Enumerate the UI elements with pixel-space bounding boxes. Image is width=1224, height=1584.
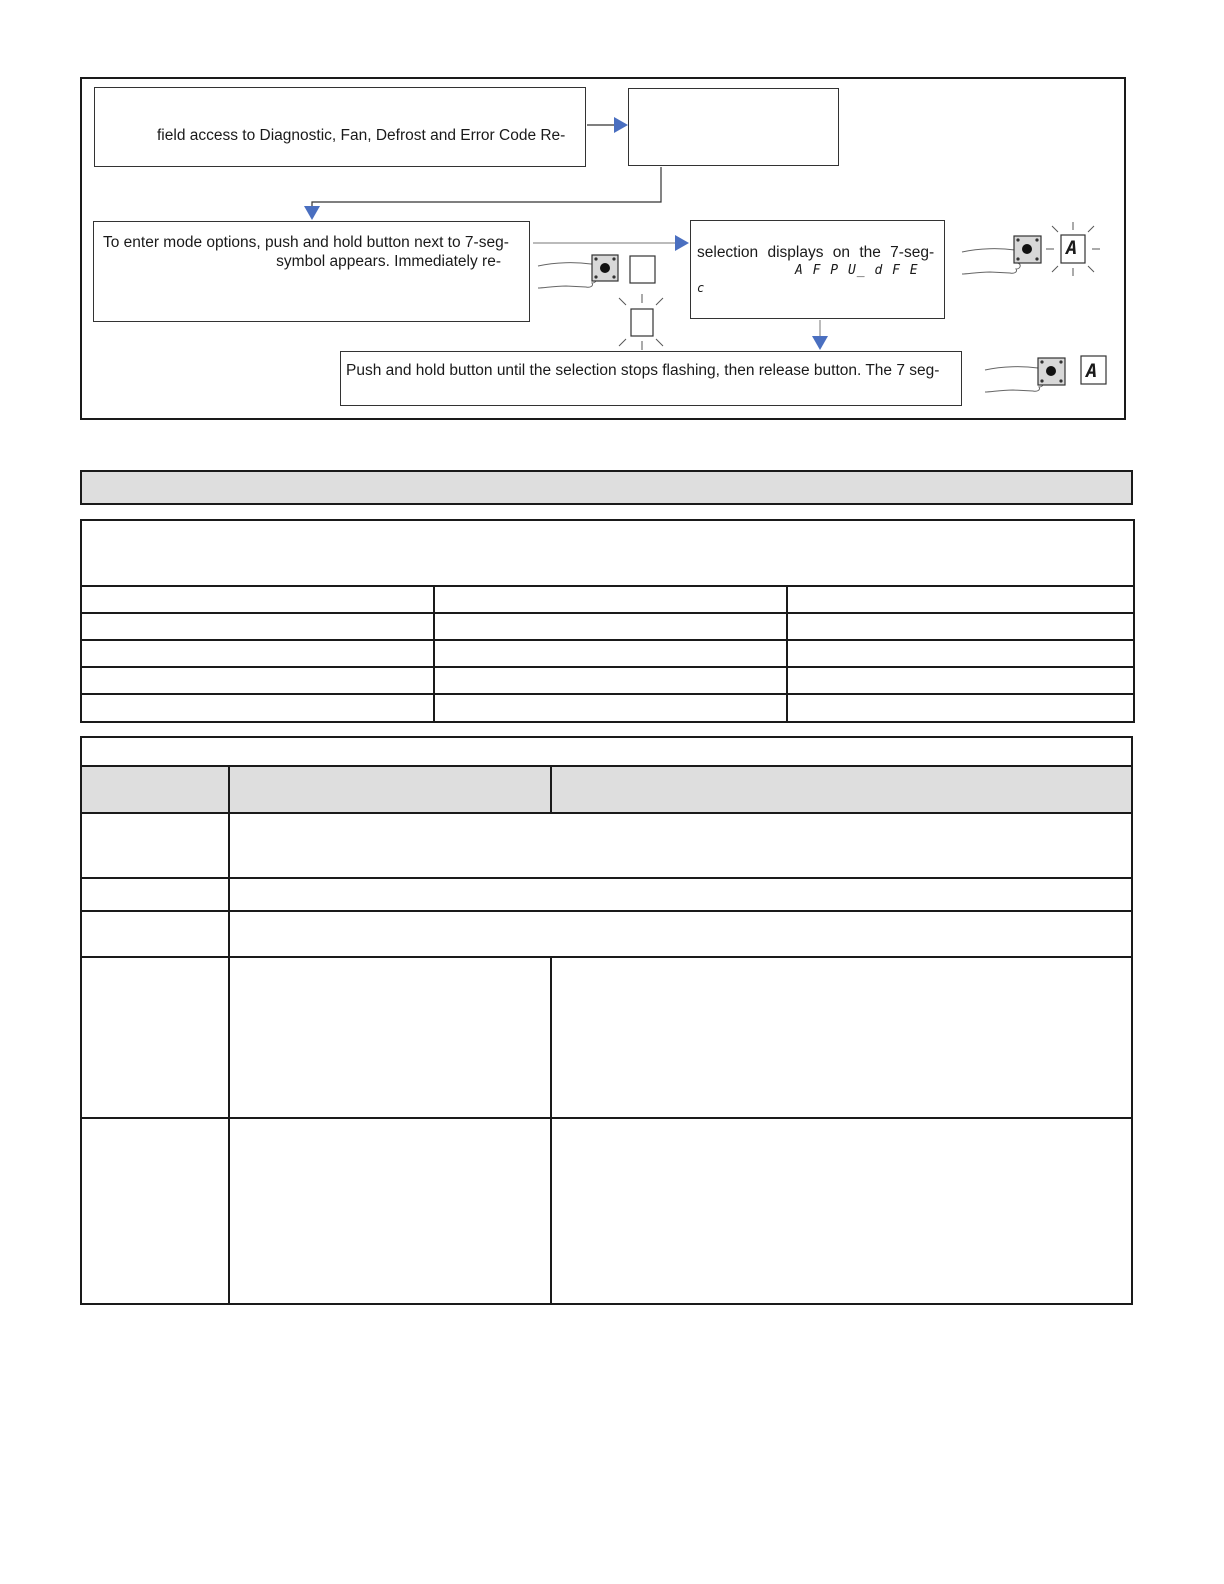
table-cell — [229, 813, 1132, 878]
settings-table-bottom-caption-cell — [81, 737, 1132, 766]
table-cell — [787, 694, 1134, 722]
arrowhead-4-5 — [812, 336, 828, 350]
seven-segment-glyph-flashing: A — [1066, 237, 1079, 259]
table-cell — [787, 667, 1134, 694]
table-cell — [81, 957, 229, 1118]
flow-box-selection-codes: A F P U_ d F E — [795, 263, 919, 278]
table-cell — [434, 694, 787, 722]
flashing-blank-display-icon — [616, 294, 666, 350]
table-cell — [229, 911, 1132, 957]
table-cell — [229, 1118, 551, 1304]
flow-box-enter-mode — [93, 221, 530, 322]
flow-box-confirm — [340, 351, 962, 406]
flow-box-intro — [94, 87, 586, 167]
hand-pressing-button-icon — [536, 250, 662, 290]
connector-2-3 — [312, 167, 661, 206]
column-header-cell — [81, 766, 229, 813]
arrowhead-1-2 — [614, 117, 628, 133]
table-cell — [434, 586, 787, 613]
table-cell — [81, 613, 434, 640]
flow-box-empty — [628, 88, 839, 166]
flow-box-selection — [690, 220, 945, 319]
table-cell — [787, 586, 1134, 613]
arrowhead-2-3 — [304, 206, 320, 220]
flow-box-confirm-text: Push and hold button until the selection stops flashing, then release button. The 7 seg- — [346, 362, 940, 379]
column-header-cell — [551, 766, 1132, 813]
section-header-bar — [80, 470, 1133, 505]
hand-pressing-button-flashing-a-icon — [960, 222, 1100, 278]
table-cell — [787, 640, 1134, 667]
flow-box-intro-text: field access to Diagnostic, Fan, Defrost and Error Code Re- — [157, 127, 566, 144]
flow-box-enter-mode-line1: To enter mode options, push and hold button next to 7-seg- — [103, 234, 509, 251]
table-cell — [81, 911, 229, 957]
settings-table-bottom — [80, 736, 1133, 1303]
table-cell — [551, 957, 1132, 1118]
table-cell — [229, 878, 1132, 911]
table-cell — [434, 613, 787, 640]
table-cell — [81, 1118, 229, 1304]
table-cell — [81, 586, 434, 613]
table-cell — [551, 1118, 1132, 1304]
table-cell — [434, 640, 787, 667]
flow-box-enter-mode-line2: symbol appears. Immediately re- — [276, 253, 501, 270]
table-cell — [81, 640, 434, 667]
table-cell — [81, 667, 434, 694]
table-cell — [81, 813, 229, 878]
table-cell — [434, 667, 787, 694]
seven-segment-glyph-steady: A — [1086, 360, 1099, 382]
column-header-cell — [229, 766, 551, 813]
flow-box-selection-line1: selection displays on the 7-seg- — [697, 244, 935, 261]
flow-box-selection-line3: c — [697, 281, 706, 295]
settings-table-top-caption-cell — [81, 520, 1134, 586]
table-cell — [81, 694, 434, 722]
table-cell — [787, 613, 1134, 640]
table-cell — [81, 878, 229, 911]
arrowhead-3-4 — [675, 235, 689, 251]
table-cell — [229, 957, 551, 1118]
settings-table-top — [80, 519, 1135, 721]
